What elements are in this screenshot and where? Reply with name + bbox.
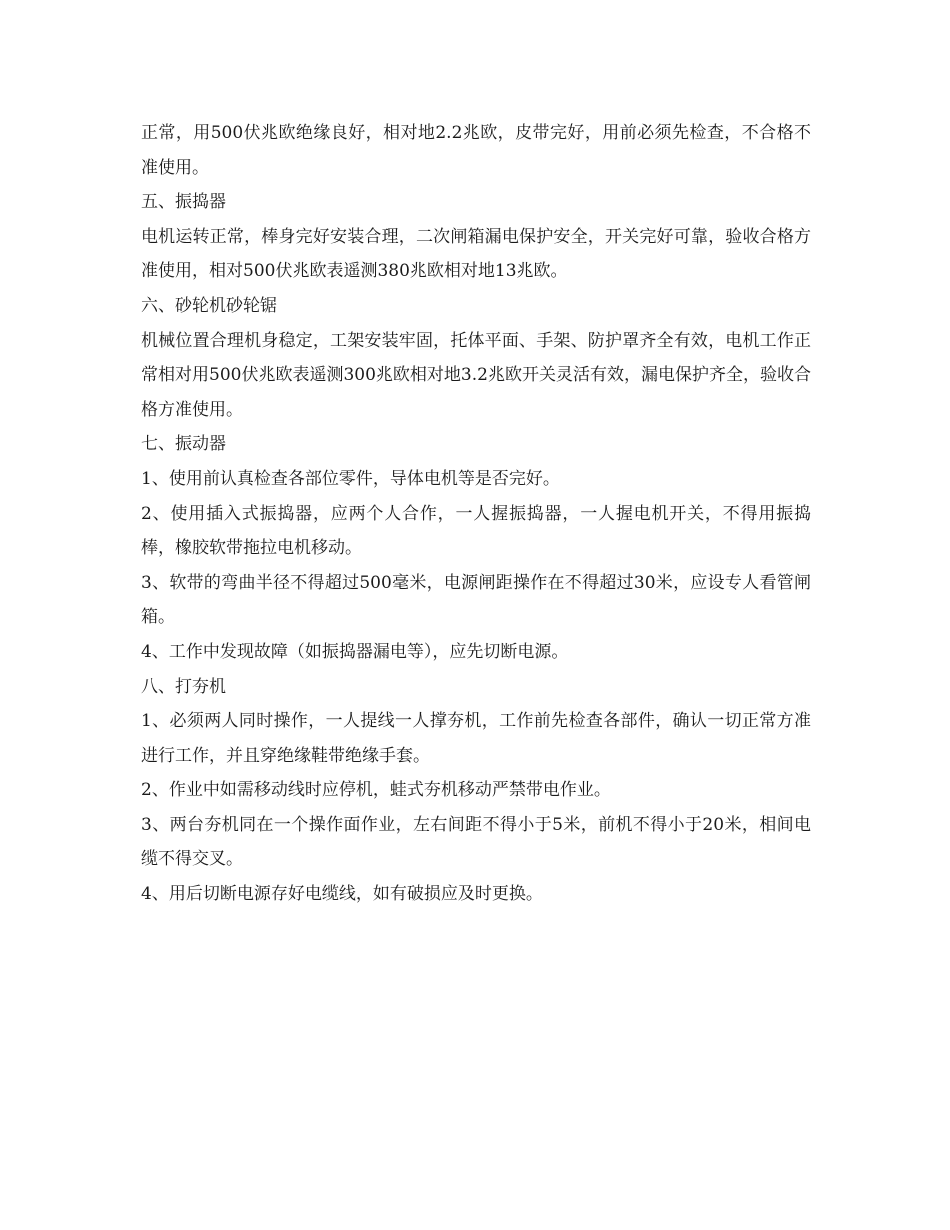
list-item: 3、两台夯机同在一个操作面作业，左右间距不得小于5米，前机不得小于20米，相间电缆不得交叉。 [141,814,811,870]
paragraph-vibrator: 电机运转正常，棒身完好安装合理，二次闸箱漏电保护安全，开关完好可靠，验收合格方准使用，相对500伏兆欧表遥测380兆欧相对地13兆欧。 [141,226,811,282]
list-item: 2、使用插入式振捣器，应两个人合作，一人握振捣器，一人握电机开关，不得用振捣棒，橡胶软带拖拉电机移动。 [141,503,811,559]
document-body [141,116,811,912]
section-heading-vibration-device: 七、振动器 [141,434,226,455]
paragraph-grinder: 机械位置合理机身稳定，工架安装牢固，托体平面、手架、防护罩齐全有效，电机工作正常相对用500伏兆欧表遥测300兆欧相对地3.2兆欧开关灵活有效，漏电保护齐全，验收合格方准使用。 [141,330,811,420]
list-item: 3、软带的弯曲半径不得超过500毫米，电源闸距操作在不得超过30米，应设专人看管闸箱。 [141,572,811,628]
section-heading-vibrator: 五、振捣器 [141,192,226,213]
list-item: 1、使用前认真检查各部位零件，导体电机等是否完好。 [141,468,560,489]
list-item: 1、必须两人同时操作，一人提线一人撑夯机，工作前先检查各部件，确认一切正常方准进行工作，并且穿绝缘鞋带绝缘手套。 [141,711,811,766]
paragraph-continuation: 正常，用500伏兆欧绝缘良好，相对地2.2兆欧，皮带完好，用前必须先检查，不合格不准使用。 [141,123,811,178]
list-item: 4、用后切断电源存好电缆线，如有破损应及时更换。 [141,884,543,905]
list-item: 2、作业中如需移动线时应停机，蛙式夯机移动严禁带电作业。 [141,780,611,801]
section-heading-grinder: 六、砂轮机砂轮锯 [141,295,277,316]
section-heading-tamper: 八、打夯机 [141,676,226,697]
list-item: 4、工作中发现故障（如振捣器漏电等），应先切断电源。 [141,641,569,662]
